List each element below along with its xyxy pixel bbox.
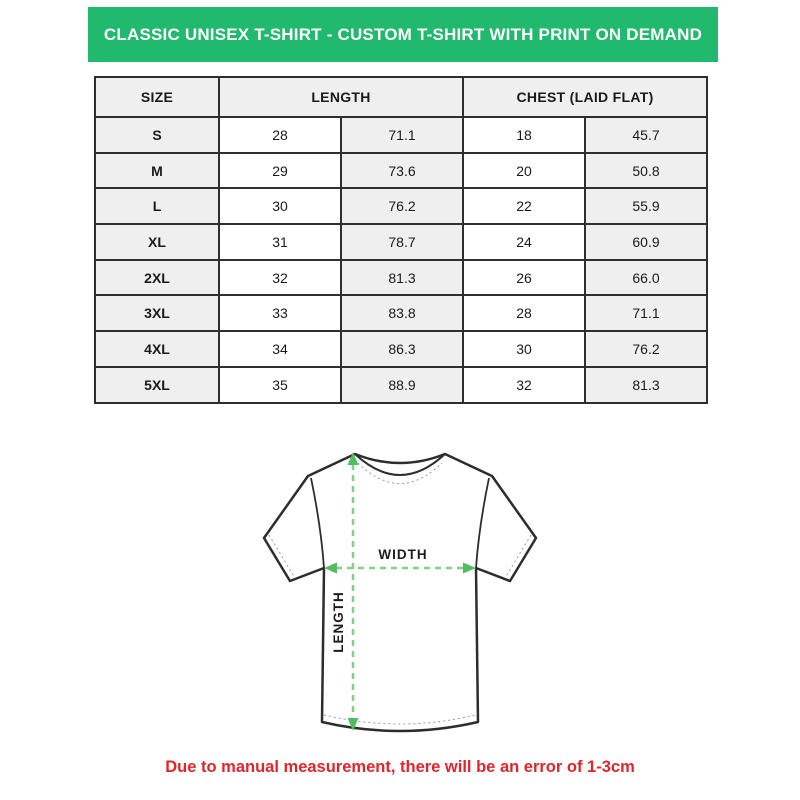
length-in-cell: 32 [219,260,341,296]
col-header-length: LENGTH [219,77,463,117]
length-cm-cell: 76.2 [341,188,463,224]
chest-cm-cell: 71.1 [585,295,707,331]
chest-cm-cell: 81.3 [585,367,707,403]
length-in-cell: 30 [219,188,341,224]
length-cm-cell: 88.9 [341,367,463,403]
chest-in-cell: 26 [463,260,585,296]
chest-in-cell: 30 [463,331,585,367]
chest-cm-cell: 45.7 [585,117,707,153]
page-title: CLASSIC UNISEX T-SHIRT - CUSTOM T-SHIRT WITH PRINT ON DEMAND [103,24,703,44]
table-row [95,331,707,367]
table-header-row [95,77,707,117]
table-row [95,260,707,296]
length-cm-cell: 78.7 [341,224,463,260]
length-cm-cell: 71.1 [341,117,463,153]
length-cm-cell: 81.3 [341,260,463,296]
chest-in-cell: 28 [463,295,585,331]
size-table [94,76,708,404]
col-header-size: SIZE [95,77,219,117]
measurement-note: Due to manual measurement, there will be an error of 1-3cm [165,758,635,776]
length-cm-cell: 73.6 [341,153,463,189]
size-cell: S [95,117,219,153]
chest-in-cell: 20 [463,153,585,189]
table-row [95,188,707,224]
length-in-cell: 33 [219,295,341,331]
size-cell: M [95,153,219,189]
size-cell: 4XL [95,331,219,367]
length-in-cell: 29 [219,153,341,189]
size-cell: 3XL [95,295,219,331]
chest-in-cell: 18 [463,117,585,153]
size-cell: XL [95,224,219,260]
table-row [95,367,707,403]
length-cm-cell: 83.8 [341,295,463,331]
tshirt-outline [264,454,536,731]
chest-cm-cell: 66.0 [585,260,707,296]
length-in-cell: 35 [219,367,341,403]
chest-in-cell: 22 [463,188,585,224]
length-cm-cell: 86.3 [341,331,463,367]
chest-cm-cell: 60.9 [585,224,707,260]
col-header-chest: CHEST (LAID FLAT) [463,77,707,117]
tshirt-diagram [250,438,550,748]
chest-cm-cell: 76.2 [585,331,707,367]
chest-in-cell: 24 [463,224,585,260]
table-row [95,153,707,189]
table-row [95,295,707,331]
chest-cm-cell: 55.9 [585,188,707,224]
size-cell: L [95,188,219,224]
length-label: LENGTH [331,591,346,653]
table-row [95,117,707,153]
size-cell: 5XL [95,367,219,403]
chest-in-cell: 32 [463,367,585,403]
table-row [95,224,707,260]
size-cell: 2XL [95,260,219,296]
length-in-cell: 31 [219,224,341,260]
title-banner [88,7,718,62]
length-in-cell: 28 [219,117,341,153]
length-in-cell: 34 [219,331,341,367]
chest-cm-cell: 50.8 [585,153,707,189]
width-label: WIDTH [378,547,428,562]
